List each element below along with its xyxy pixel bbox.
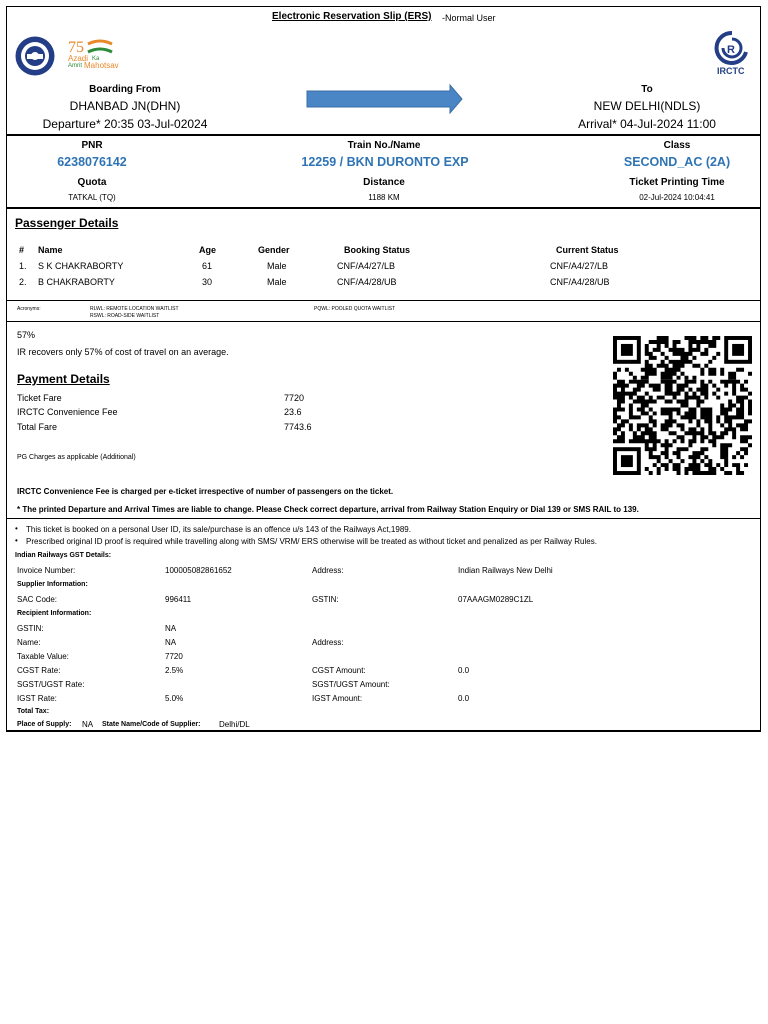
col-number: # bbox=[19, 245, 25, 255]
recipient-heading: Recipient Information: bbox=[17, 610, 92, 617]
taxable-value: 7720 bbox=[165, 652, 183, 661]
divider bbox=[6, 518, 761, 519]
boarding-from-label: Boarding From bbox=[89, 84, 161, 95]
amrit-word: Amrit bbox=[68, 63, 82, 69]
bullet-icon: • bbox=[15, 536, 18, 545]
place-of-supply-label: Place of Supply: bbox=[17, 721, 72, 728]
total-fare-value: 7743.6 bbox=[284, 422, 312, 432]
invoice-label: Invoice Number: bbox=[17, 566, 76, 575]
igst-rate-value: 5.0% bbox=[165, 694, 184, 703]
class-label: Class bbox=[663, 140, 691, 151]
divider bbox=[6, 321, 761, 322]
from-station: DHANBAD JN(DHN) bbox=[69, 99, 181, 113]
igst-amount-label: IGST Amount: bbox=[312, 694, 363, 703]
pnr-label: PNR bbox=[81, 140, 103, 151]
document-title: Electronic Reservation Slip (ERS) bbox=[272, 11, 432, 22]
convenience-fee-note: IRCTC Convenience Fee is charged per e-ticket irrespective of number of passengers on the ticket. bbox=[17, 487, 394, 496]
ticket-fare-label: Ticket Fare bbox=[17, 393, 62, 403]
gstin-value: 07AAAGM0289C1ZL bbox=[458, 595, 534, 604]
bullet-icon: • bbox=[15, 524, 18, 533]
quota-label: Quota bbox=[77, 177, 107, 188]
ka-word: Ka bbox=[92, 56, 100, 62]
quota-value: TATKAL (TQ) bbox=[68, 193, 116, 202]
pg-charges-note: PG Charges as applicable (Additional) bbox=[17, 454, 136, 461]
sgst-rate-label: SGST/UGST Rate: bbox=[17, 680, 85, 689]
journey-arrow bbox=[306, 84, 464, 114]
svg-text:75: 75 bbox=[68, 39, 84, 56]
cgst-rate-value: 2.5% bbox=[165, 666, 184, 675]
print-time-value: 02-Jul-2024 10:04:41 bbox=[639, 193, 715, 202]
timing-note: * The printed Departure and Arrival Times are liable to change. Please Check correct departure, arrival from Railway Station Enquiry or Dial 139 or SMS RAIL to 139. bbox=[17, 505, 639, 514]
total-fare-label: Total Fare bbox=[17, 422, 58, 432]
qr-finder-pattern bbox=[613, 336, 641, 364]
passenger-gender: Male bbox=[267, 261, 287, 271]
address-label: Address: bbox=[312, 566, 344, 575]
divider bbox=[6, 300, 761, 301]
recipient-address-label: Address: bbox=[312, 638, 344, 647]
passenger-details-heading: Passenger Details bbox=[15, 216, 119, 230]
user-type: -Normal User bbox=[442, 13, 496, 23]
train-value: 12259 / BKN DURONTO EXP bbox=[301, 155, 469, 169]
recipient-name-label: Name: bbox=[17, 638, 41, 647]
class-value: SECOND_AC (2A) bbox=[623, 155, 731, 169]
address-value: Indian Railways New Delhi bbox=[458, 566, 553, 575]
state-code-label: State Name/Code of Supplier: bbox=[102, 721, 201, 728]
azadi-ka-amrit-mahotsav-logo bbox=[66, 36, 122, 74]
sgst-amount-label: SGST/UGST Amount: bbox=[312, 680, 390, 689]
cgst-rate-label: CGST Rate: bbox=[17, 666, 61, 675]
total-tax-label: Total Tax: bbox=[17, 708, 50, 715]
sac-value: 996411 bbox=[165, 595, 192, 604]
to-station: NEW DELHI(NDLS) bbox=[593, 99, 701, 113]
passenger-number: 2. bbox=[19, 277, 27, 287]
print-time-label: Ticket Printing Time bbox=[629, 177, 725, 188]
cgst-amount-label: CGST Amount: bbox=[312, 666, 366, 675]
passenger-name: S K CHAKRABORTY bbox=[38, 261, 124, 271]
passenger-current-status: CNF/A4/27/LB bbox=[550, 261, 609, 271]
col-booking-status: Booking Status bbox=[344, 245, 411, 255]
subsidy-text: IR recovers only 57% of cost of travel on an average. bbox=[17, 347, 229, 357]
passenger-booking-status: CNF/A4/27/LB bbox=[337, 261, 396, 271]
acronym-pqwl: PQWL: POOLED QUOTA WAITLIST bbox=[314, 306, 396, 312]
mahotsav-word: Mahotsav bbox=[84, 61, 119, 70]
acronym-rlwl: RLWL: REMOTE LOCATION WAITLIST bbox=[90, 306, 179, 312]
invoice-value: 100005082861652 bbox=[165, 566, 232, 575]
divider bbox=[6, 207, 761, 209]
recipient-gstin-label: GSTIN: bbox=[17, 624, 44, 633]
cgst-amount-value: 0.0 bbox=[458, 666, 470, 675]
pnr-value: 6238076142 bbox=[57, 155, 127, 169]
qr-code bbox=[613, 336, 752, 476]
payment-details-heading: Payment Details bbox=[17, 372, 110, 386]
ticket-fare-value: 7720 bbox=[284, 393, 305, 403]
irctc-logo-text: IRCTC bbox=[717, 66, 745, 76]
resale-warning: This ticket is booked on a personal User ID, its sale/purchase is an offence u/s 143 of the Railways Act,1989. bbox=[26, 525, 411, 534]
place-of-supply-value: NA bbox=[82, 720, 94, 729]
gstin-label: GSTIN: bbox=[312, 595, 339, 604]
convenience-fee-label: IRCTC Convenience Fee bbox=[17, 407, 118, 417]
recipient-name-value: NA bbox=[165, 638, 177, 647]
passenger-gender: Male bbox=[267, 277, 287, 287]
acronyms-label: Acronyms: bbox=[17, 306, 41, 312]
arrival-time: Arrival* 04-Jul-2024 11:00 bbox=[578, 117, 716, 131]
distance-label: Distance bbox=[363, 177, 405, 188]
departure-time: Departure* 20:35 03-Jul-02024 bbox=[42, 117, 208, 131]
igst-amount-value: 0.0 bbox=[458, 694, 470, 703]
passenger-number: 1. bbox=[19, 261, 27, 271]
passenger-booking-status: CNF/A4/28/UB bbox=[337, 277, 397, 287]
subsidy-percent: 57% bbox=[17, 330, 36, 340]
qr-finder-pattern bbox=[613, 447, 641, 475]
passenger-current-status: CNF/A4/28/UB bbox=[550, 277, 610, 287]
svg-text:R: R bbox=[727, 44, 735, 56]
distance-value: 1188 KM bbox=[368, 193, 400, 202]
acronym-rswl: RSWL: ROAD-SIDE WAITLIST bbox=[90, 313, 160, 319]
passenger-name: B CHAKRABORTY bbox=[38, 277, 115, 287]
col-current-status: Current Status bbox=[556, 245, 619, 255]
id-proof-warning: Prescribed original ID proof is required while travelling along with SMS/ VRM/ ERS otherwise will be treated as without ticket and penalized as per Railway Rules. bbox=[26, 537, 597, 546]
taxable-value-label: Taxable Value: bbox=[17, 652, 69, 661]
convenience-fee-value: 23.6 bbox=[284, 407, 302, 417]
sac-label: SAC Code: bbox=[17, 595, 58, 604]
passenger-age: 30 bbox=[202, 277, 213, 287]
qr-finder-pattern bbox=[724, 336, 752, 364]
train-label: Train No./Name bbox=[347, 140, 421, 151]
to-label: To bbox=[641, 84, 653, 95]
indian-railways-logo bbox=[14, 35, 56, 77]
col-age: Age bbox=[199, 245, 217, 255]
azadi-word: Azadi bbox=[68, 54, 89, 63]
passenger-age: 61 bbox=[202, 261, 213, 271]
recipient-gstin-value: NA bbox=[165, 624, 177, 633]
col-name: Name bbox=[38, 245, 63, 255]
gst-heading: Indian Railways GST Details: bbox=[15, 552, 112, 559]
igst-rate-label: IGST Rate: bbox=[17, 694, 57, 703]
col-gender: Gender bbox=[258, 245, 290, 255]
irctc-logo bbox=[710, 30, 754, 78]
divider bbox=[6, 134, 761, 136]
state-code-value: Delhi/DL bbox=[219, 720, 250, 729]
supplier-heading: Supplier Information: bbox=[17, 581, 88, 588]
